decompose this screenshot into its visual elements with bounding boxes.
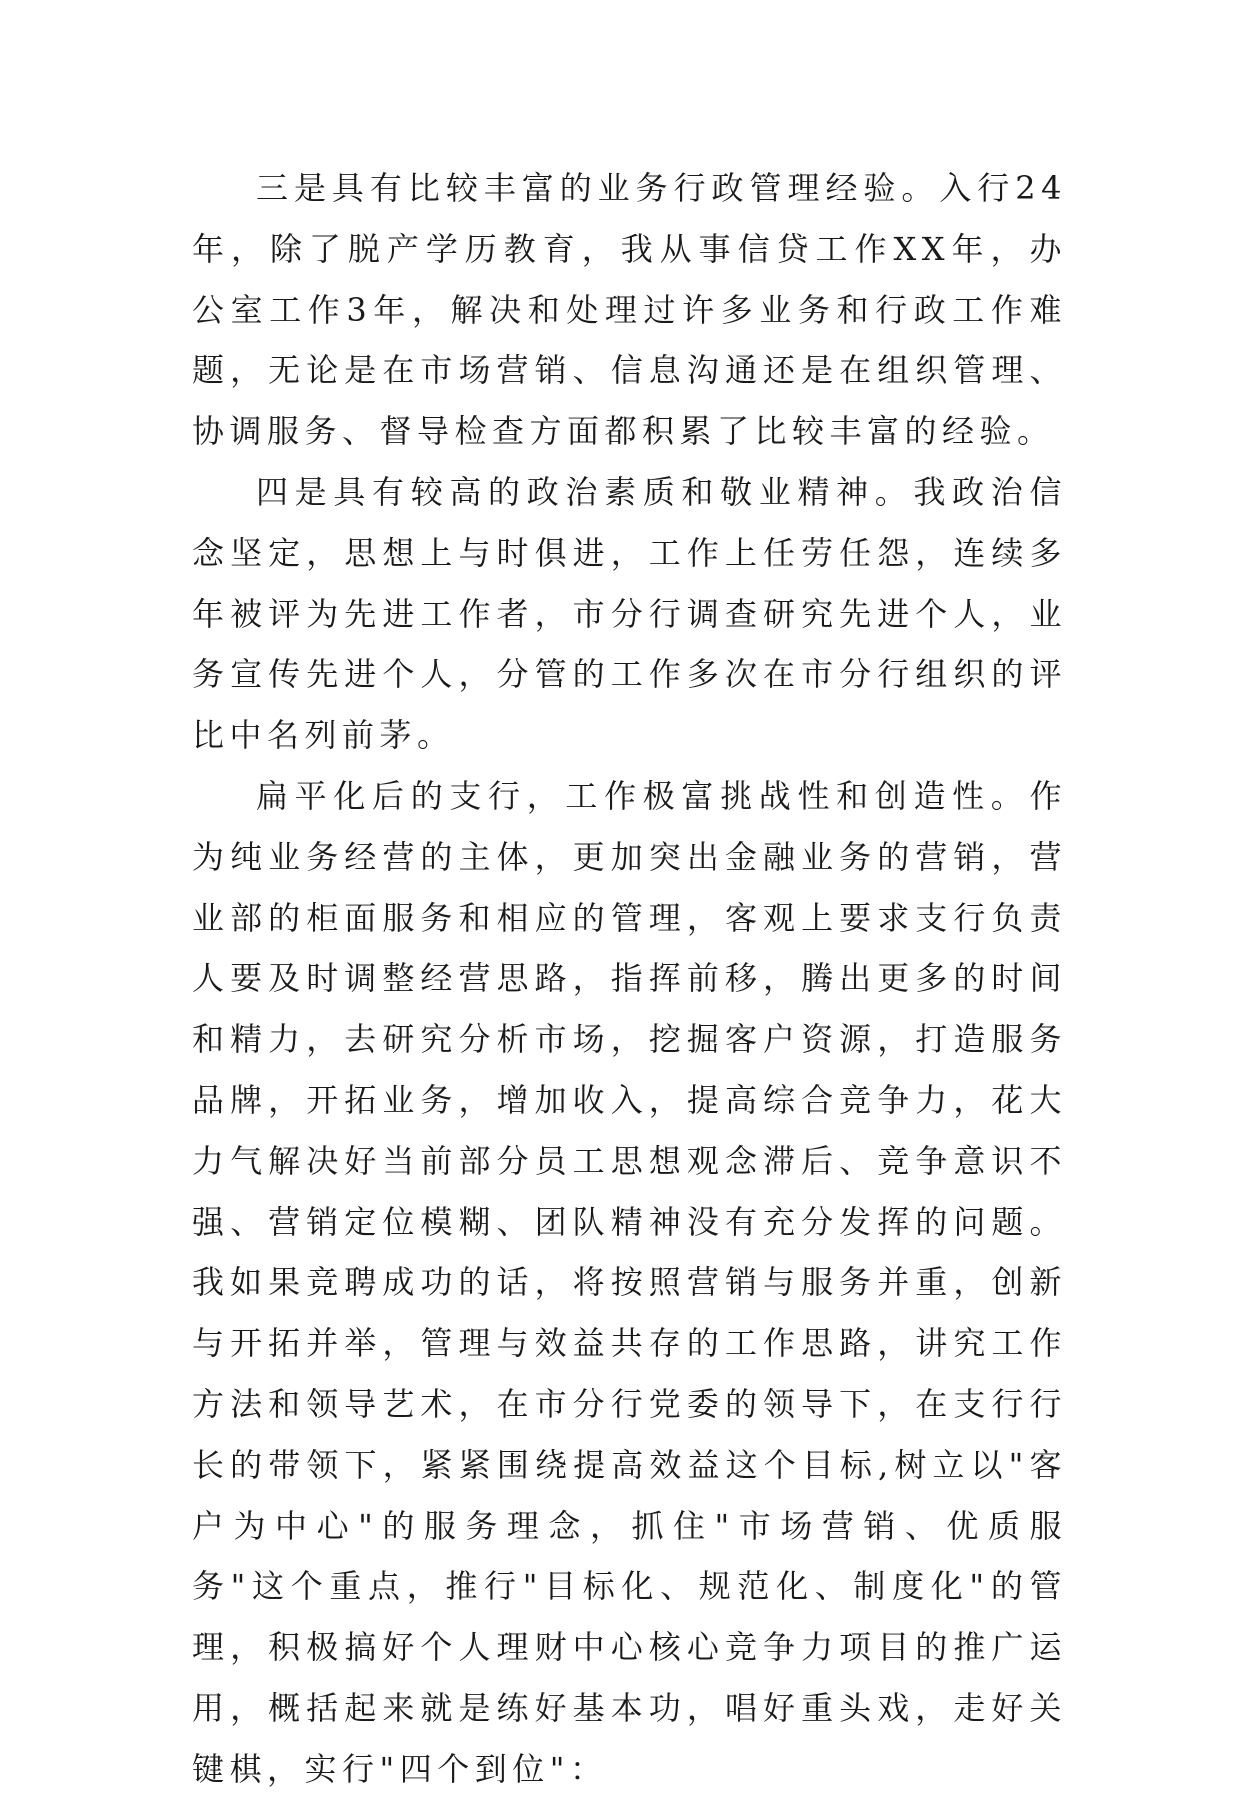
paragraph-experience: 三是具有比较丰富的业务行政管理经验。入行24年，除了脱产学历教育，我从事信贷工作XX年，办公室工作3年，解决和处理过许多业务和行政工作难题，无论是在市场营销、信息沟通还是在组织管理、协调服务、督导检查方面都积累了比较丰富的经验。 [192,169,1067,451]
paragraph-political-quality: 四是具有较高的政治素质和敬业精神。我政治信念坚定，思想上与时俱进，工作上任劳任怨，连续多年被评为先进工作者，市分行调查研究先进个人，业务宣传先进个人，分管的工作多次在市分行组织的评比中名列前茅。 [192,472,1067,755]
paragraph-work-plan: 扁平化后的支行，工作极富挑战性和创造性。作为纯业务经营的主体，更加突出金融业务的营销，营业部的柜面服务和相应的管理，客观上要求支行负责人要及时调整经营思路，指挥前移，腾出更多的时间和精力，去研究分析市场，挖掘客户资源，打造服务品牌，开拓业务，增加收入，提高综合竞争力，花大力气解决好当前部分员工思想观念滞后、竞争意识不强、营销定位模糊、团队精神没有充分发挥的问题。我如果竞聘成功的话，将按照营销与服务并重，创新与开拓并举，管理与效益共存的工作思路，讲究工作方法和领导艺术，在市分行党委的领导下，在支行行长的带领下，紧紧围绕提高效益这个目标,树立以"客户为中心"的服务理念，抓住"市场营销、优质服务"这个重点，推行"目标化、规范化、制度化"的管理，积极搞好个人理财中心核心竞争力项目的推广运用，概括起来就是练好基本功，唱好重头戏，走好关键棋，实行"四个到位"： [192,776,1067,1788]
document-body [192,158,1067,1800]
